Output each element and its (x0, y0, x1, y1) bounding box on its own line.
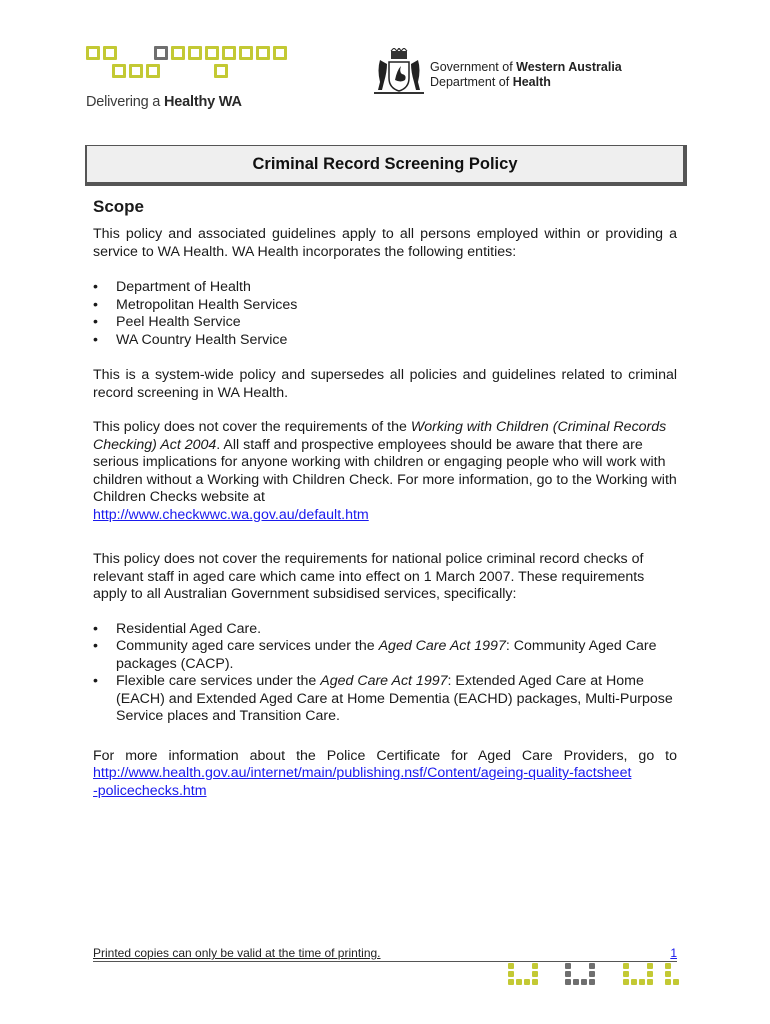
gov-line-1-prefix: Government of (430, 60, 517, 74)
aged-care-item (93, 673, 677, 726)
entity-item: • WA Country Health Service (93, 332, 677, 350)
aged-care-item-text: : Community Aged Care packages (CACP). (116, 638, 657, 672)
wwc-paragraph (93, 419, 677, 524)
entity-item: • Department of Health (93, 279, 677, 297)
aged-care-item-text: Flexible care services under the (116, 673, 321, 689)
gov-wa-logo (372, 48, 672, 100)
scope-paragraph: This policy and associated guidelines apply to all persons employed within or providing a service to WA Health. WA Health incorporates the following entities: (93, 226, 677, 260)
police-certificate-text: For more information about the Police Certificate for Aged Care Providers, go to (93, 747, 677, 764)
wa-coat-of-arms-icon (372, 48, 426, 98)
wwc-act-name: Working with Children (Criminal Records Checking) Act 2004 (93, 419, 667, 453)
entity-item: • Peel Health Service (93, 314, 677, 332)
gov-line-1 (430, 60, 622, 75)
supersedes-paragraph: This is a system-wide policy and supersedes all policies and guidelines related to criminal record screening in WA Health. (93, 367, 677, 401)
aged-care-act-name: Aged Care Act 1997 (378, 638, 506, 654)
police-certificate-paragraph (93, 748, 677, 801)
page-number: 1 (670, 946, 677, 960)
aged-care-item (93, 638, 677, 673)
printed-copies-note: Printed copies can only be valid at the time of printing. (93, 946, 381, 960)
gov-line-1-bold: Western Australia (516, 60, 622, 74)
scope-heading: Scope (93, 197, 145, 216)
wwc-text-before: This policy does not cover the requirements of the (93, 419, 411, 435)
aged-care-item (93, 621, 677, 639)
police-checks-link[interactable]: http://www.health.gov.au/internet/main/publishing.nsf/Content/ageing-quality-factsheet-policechecks.htm (93, 765, 632, 799)
entities-list (93, 279, 677, 349)
wa-health-logo (86, 40, 296, 120)
aged-care-act-name: Aged Care Act 1997 (320, 673, 448, 689)
wwc-link[interactable]: http://www.checkwwc.wa.gov.au/default.htm (93, 506, 369, 523)
aged-care-item-text: Community aged care services under the (116, 638, 379, 654)
aged-care-paragraph: This policy does not cover the requirements for national police criminal record checks of relevant staff in aged care which came into effect on 1 March 2007. These requirements apply to all Australian Government subsidised services, specifically: (93, 551, 645, 602)
gov-line-2-bold: Health (512, 75, 551, 89)
footer-logo-blocks-icon (505, 961, 690, 989)
wwc-text-after: . All staff and prospective employees should be aware that there are serious implications for anyone working with children or engaging people who will work with children without a Working with Children Check. For more information, go to the Working with Children Checks website at (93, 436, 677, 505)
gov-text (430, 60, 622, 90)
entity-item: • Metropolitan Health Services (93, 297, 677, 315)
document-body (93, 196, 677, 800)
gov-line-2-prefix: Department of (430, 75, 513, 89)
aged-care-list (93, 621, 677, 726)
aged-care-item-text: Residential Aged Care. (116, 620, 262, 637)
document-title-box (85, 145, 687, 186)
tagline-bold: Healthy WA (164, 94, 242, 110)
aged-care-item-text: : Extended Aged Care at Home (EACH) and Extended Aged Care at Home Dementia (EACHD) packages, Multi-Purpose Service places and Transition Care. (116, 673, 673, 724)
tagline-prefix: Delivering a (86, 94, 164, 110)
page-footer (93, 945, 677, 962)
gov-line-2 (430, 75, 622, 90)
logo-tagline (86, 94, 242, 110)
document-title: Criminal Record Screening Policy (252, 155, 518, 173)
